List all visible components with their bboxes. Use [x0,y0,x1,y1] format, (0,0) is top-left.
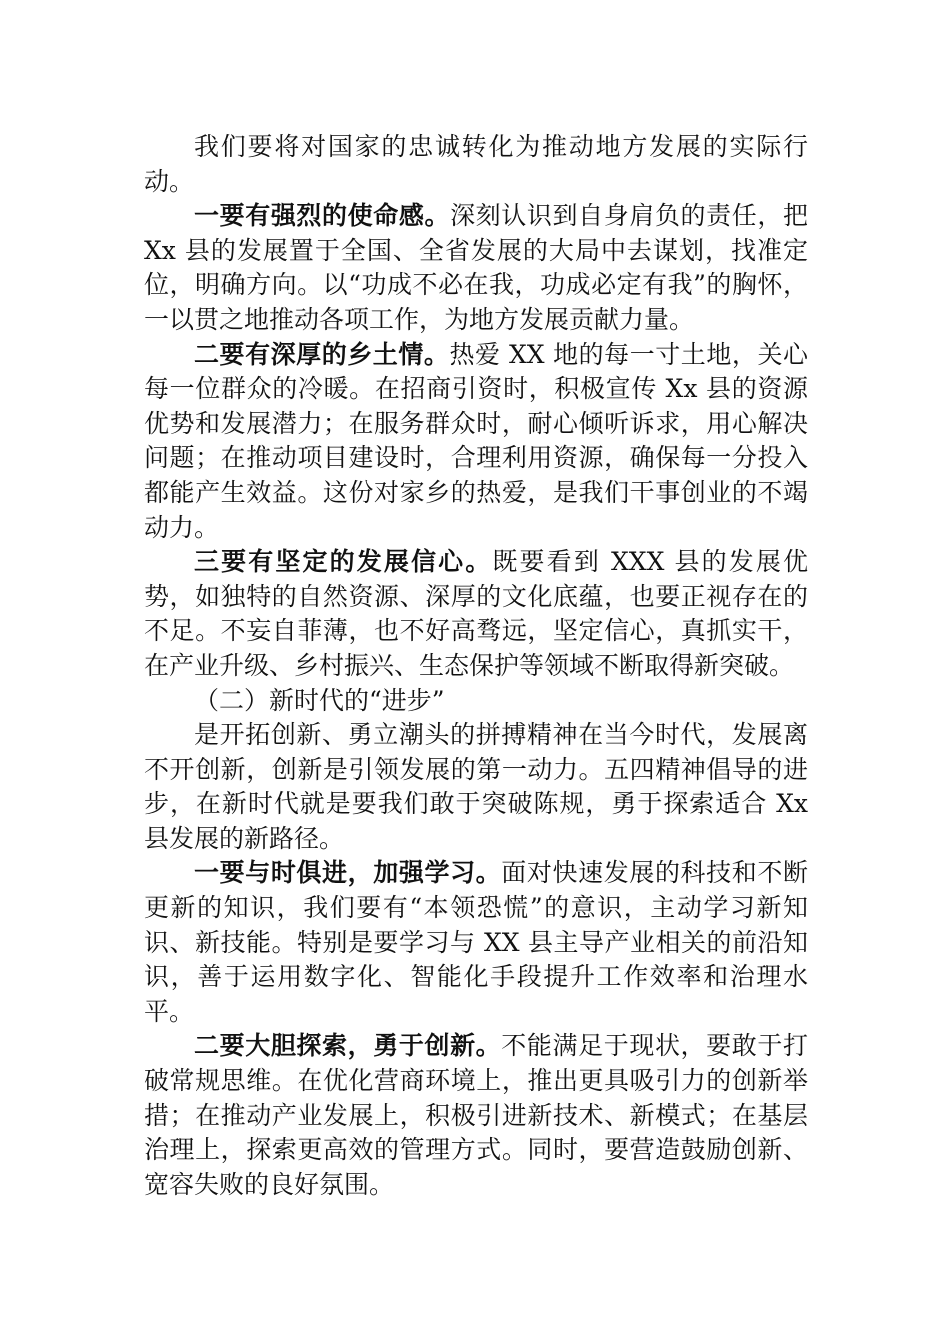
paragraph-intro [144,130,808,199]
paragraph-text: 不能满足于现状，要敢于打破常规思维。在优化营商环境上，推出更具吸引力的创新举措；在推动产业发展上，积极引进新技术、新模式；在基层治理上，探索更高效的管理方式。同时，要营造鼓励创新、宽容失败的良好氛围。 [144,1031,808,1199]
paragraph-innovation-intro [144,718,808,856]
paragraph-text: 深刻认识到自身肩负的责任，把 Xx 县的发展置于全国、全省发展的大局中去谋划，找准定位，明确方向。以“功成不必在我，功成必定有我”的胸怀，一以贯之地推动各项工作，为地方发展贡献力量。 [144,201,808,334]
paragraph-exploration [144,1029,808,1202]
paragraph-text: （二）新时代的“进步” [194,685,445,715]
paragraph-text: 是开拓创新、勇立潮头的拼搏精神在当今时代，发展离不开创新，创新是引领发展的第一动力。五四精神倡导的进步，在新时代就是要我们敢于突破陈规，勇于探索适合 Xx 县发展的新路径。 [144,720,808,853]
paragraph-lead: 一要有强烈的使命感。 [194,201,451,231]
document-body [144,130,808,1202]
paragraph-text: 面对快速发展的科技和不断更新的知识，我们要有“本领恐慌”的意识，主动学习新知识、新技能。特别是要学习与 XX 县主导产业相关的前沿知识，善于运用数字化、智能化手段提升工作效率和治理水平。 [144,858,808,1026]
paragraph-text: 热爱 XX 地的每一寸土地，关心每一位群众的冷暖。在招商引资时，积极宣传 Xx 县的资源优势和发展潜力；在服务群众时，耐心倾听诉求，用心解决问题；在推动项目建设时，合理利用资源，确保每一分投入都能产生效益。这份对家乡的热爱，是我们干事创业的不竭动力。 [144,339,808,542]
paragraph-lead: 二要有深厚的乡土情。 [194,339,450,369]
paragraph-hometown [144,338,808,546]
paragraph-text: 既要看到 XXX 县的发展优势，如独特的自然资源、深厚的文化底蕴，也要正视存在的不足。不妄自菲薄，也不好高骛远，坚定信心，真抓实干，在产业升级、乡村振兴、生态保护等领域不断取得新突破。 [144,547,808,680]
section-heading [144,684,808,719]
paragraph-lead: 一要与时俱进，加强学习。 [194,858,502,888]
paragraph-mission [144,199,808,337]
paragraph-lead: 二要大胆探索，勇于创新。 [194,1031,502,1061]
paragraph-confidence [144,545,808,683]
paragraph-lead: 三要有坚定的发展信心。 [194,547,493,577]
paragraph-text: 我们要将对国家的忠诚转化为推动地方发展的实际行动。 [144,132,808,196]
paragraph-learning [144,856,808,1029]
